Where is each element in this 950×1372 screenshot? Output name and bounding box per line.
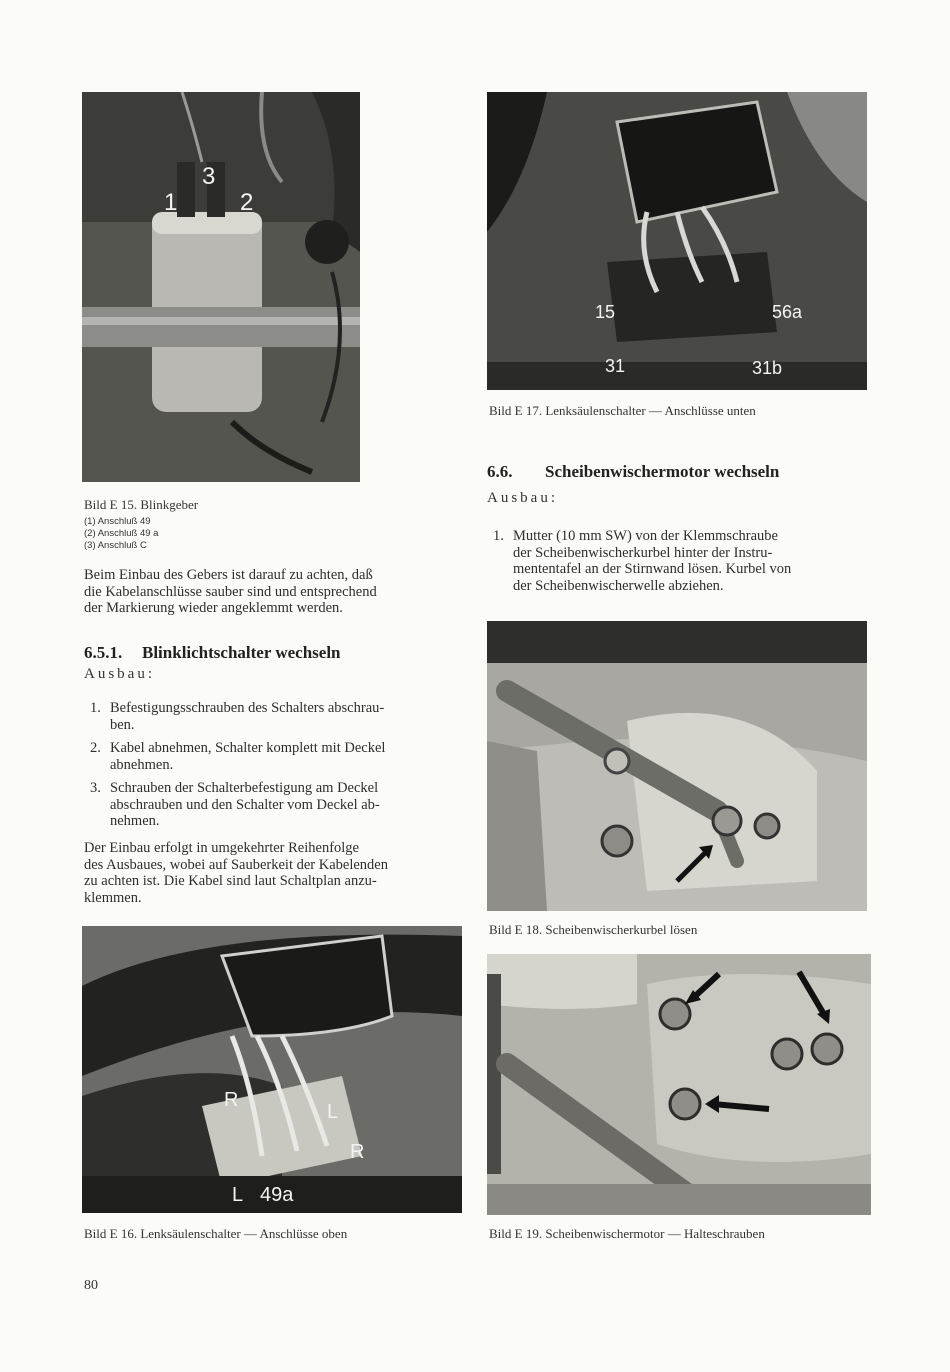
left-ausbau-label: Ausbau:	[84, 666, 155, 682]
figure-e16-photo	[82, 926, 462, 1213]
right-ausbau-label: Ausbau:	[487, 490, 558, 506]
einbau-line: klemmen.	[84, 889, 142, 906]
figure-e15-caption: Bild E 15. Blinkgeber	[84, 497, 199, 512]
figure-e15-photo	[82, 92, 360, 482]
figure-e19-caption: Bild E 19. Scheibenwischermotor — Halteschrauben	[489, 1226, 765, 1241]
section-66-heading	[487, 462, 779, 482]
left-step-3: 3. Schrauben der Schalterbefestigung am Deckel abschrauben und den Schalter vom Deckel ab- nehmen.	[90, 780, 380, 829]
einbau-line: Der Einbau erfolgt in umgekehrter Reihenfolge	[84, 840, 359, 856]
figure-e15-legend-1: (1) Anschluß 49	[84, 516, 151, 527]
e17-label-31: 31	[605, 356, 626, 376]
section-651-heading	[84, 643, 341, 663]
section-651-title: Blinklichtschalter wechseln	[142, 643, 341, 662]
einbau-paragraph	[84, 840, 464, 906]
figure-e15-legend-3: (3) Anschluß C	[84, 540, 147, 551]
e16-label-r1: R	[224, 1089, 239, 1111]
figure-e19-photo	[487, 954, 871, 1215]
einbau-line: zu achten ist. Die Kabel sind laut Schaltplan anzu-	[84, 873, 377, 889]
figure-e15-legend-2: (2) Anschluß 49 a	[84, 528, 159, 539]
section-66-number: 6.6.	[487, 462, 513, 481]
section-66-title: Scheibenwischermotor wechseln	[545, 462, 780, 481]
e15-label-3: 3	[202, 163, 216, 190]
e17-label-56a: 56a	[772, 302, 803, 322]
e17-label-31b: 31b	[752, 358, 783, 378]
intro-line: der Markierung wieder angeklemmt werden.	[84, 600, 343, 616]
figure-e17-caption: Bild E 17. Lenksäulenschalter — Anschlüsse unten	[489, 403, 756, 418]
e15-label-1: 1	[164, 189, 178, 216]
e15-label-2: 2	[240, 189, 254, 216]
left-step-1: 1. Befestigungsschrauben des Schalters abschrau- ben.	[90, 700, 385, 733]
section-651-number: 6.5.1.	[84, 643, 123, 662]
figure-e16-caption: Bild E 16. Lenksäulenschalter — Anschlüsse oben	[84, 1226, 348, 1241]
e16-label-l1: L	[327, 1101, 339, 1123]
intro-line: Beim Einbau des Gebers ist darauf zu achten, daß	[84, 567, 373, 583]
figure-e18-photo	[487, 621, 867, 911]
figure-e17-photo	[487, 92, 867, 390]
e16-label-r2: R	[350, 1141, 365, 1163]
e16-label-l2: L	[232, 1184, 244, 1206]
page-number: 80	[84, 1278, 98, 1293]
intro-paragraph	[84, 567, 464, 617]
right-step-1: 1. Mutter (10 mm SW) von der Klemmschraube der Scheibenwischerkurbel hinter der Instru- mententafel an der Stirnwand lösen. Kurbel von der Scheibenwischerwelle abziehen.	[493, 528, 792, 594]
einbau-line: des Ausbaues, wobei auf Sauberkeit der Kabelenden	[84, 856, 388, 873]
figure-e18-caption: Bild E 18. Scheibenwischerkurbel lösen	[489, 922, 698, 937]
e17-label-15: 15	[595, 302, 616, 322]
left-step-2: 2. Kabel abnehmen, Schalter komplett mit Deckel abnehmen.	[90, 740, 386, 773]
intro-line: die Kabelanschlüsse sauber sind und entsprechend	[84, 583, 377, 600]
e16-label-49a: 49a	[260, 1184, 294, 1206]
